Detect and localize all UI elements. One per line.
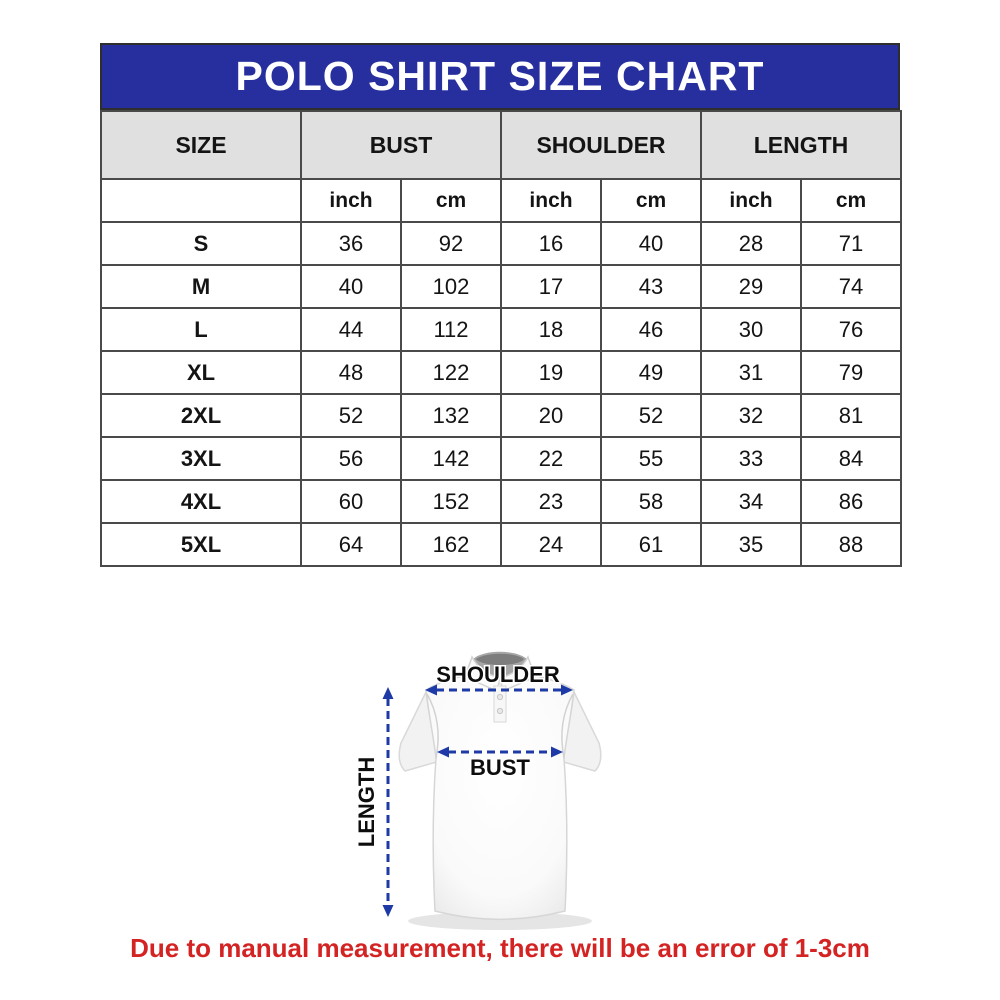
table-row [101,351,901,394]
value-cell: 31 [701,351,801,394]
value-cell: 102 [401,265,501,308]
value-cell: 22 [501,437,601,480]
value-cell: 64 [301,523,401,566]
value-cell: 28 [701,222,801,265]
table-row [101,523,901,566]
unit-header-length-cm: cm [801,179,901,222]
unit-header-shoulder-cm: cm [601,179,701,222]
column-header-length: LENGTH [701,111,901,179]
value-cell: 122 [401,351,501,394]
column-header-bust: BUST [301,111,501,179]
size-cell: 4XL [101,480,301,523]
value-cell: 71 [801,222,901,265]
value-cell: 18 [501,308,601,351]
unit-header-bust-inch: inch [301,179,401,222]
value-cell: 36 [301,222,401,265]
value-cell: 40 [301,265,401,308]
polo-shirt-diagram [330,630,690,960]
value-cell: 33 [701,437,801,480]
value-cell: 76 [801,308,901,351]
value-cell: 86 [801,480,901,523]
value-cell: 43 [601,265,701,308]
value-cell: 19 [501,351,601,394]
value-cell: 112 [401,308,501,351]
corner-cell [101,179,301,222]
column-header-size: SIZE [101,111,301,179]
table-row [101,308,901,351]
value-cell: 92 [401,222,501,265]
size-cell: 3XL [101,437,301,480]
size-cell: 5XL [101,523,301,566]
value-cell: 34 [701,480,801,523]
value-cell: 20 [501,394,601,437]
value-cell: 52 [301,394,401,437]
group-header-row [101,111,901,179]
size-cell: S [101,222,301,265]
table-row [101,394,901,437]
value-cell: 48 [301,351,401,394]
table-row [101,437,901,480]
value-cell: 46 [601,308,701,351]
value-cell: 55 [601,437,701,480]
value-cell: 30 [701,308,801,351]
value-cell: 61 [601,523,701,566]
shoulder-label: SHOULDER [436,662,560,687]
value-cell: 152 [401,480,501,523]
value-cell: 132 [401,394,501,437]
value-cell: 81 [801,394,901,437]
value-cell: 44 [301,308,401,351]
value-cell: 16 [501,222,601,265]
chart-title: POLO SHIRT SIZE CHART [235,53,765,99]
unit-header-shoulder-inch: inch [501,179,601,222]
value-cell: 24 [501,523,601,566]
chart-title-banner [100,43,900,110]
unit-header-length-inch: inch [701,179,801,222]
value-cell: 40 [601,222,701,265]
value-cell: 35 [701,523,801,566]
table-row [101,222,901,265]
size-cell: M [101,265,301,308]
value-cell: 60 [301,480,401,523]
unit-header-bust-cm: cm [401,179,501,222]
length-label: LENGTH [354,756,379,848]
value-cell: 142 [401,437,501,480]
column-header-shoulder: SHOULDER [501,111,701,179]
size-cell: 2XL [101,394,301,437]
value-cell: 52 [601,394,701,437]
button-bottom [497,708,502,713]
table-row [101,480,901,523]
value-cell: 17 [501,265,601,308]
size-chart-table-body [101,222,901,566]
value-cell: 49 [601,351,701,394]
size-chart-table [100,110,902,567]
value-cell: 84 [801,437,901,480]
value-cell: 74 [801,265,901,308]
length-arrow [383,687,394,917]
button-top [497,694,502,699]
unit-header-row [101,179,901,222]
value-cell: 23 [501,480,601,523]
value-cell: 79 [801,351,901,394]
bust-label: BUST [470,755,530,780]
size-cell: XL [101,351,301,394]
table-row [101,265,901,308]
measurement-note: Due to manual measurement, there will be an error of 1-3cm [130,933,870,963]
value-cell: 29 [701,265,801,308]
value-cell: 56 [301,437,401,480]
value-cell: 58 [601,480,701,523]
value-cell: 32 [701,394,801,437]
size-cell: L [101,308,301,351]
value-cell: 88 [801,523,901,566]
value-cell: 162 [401,523,501,566]
